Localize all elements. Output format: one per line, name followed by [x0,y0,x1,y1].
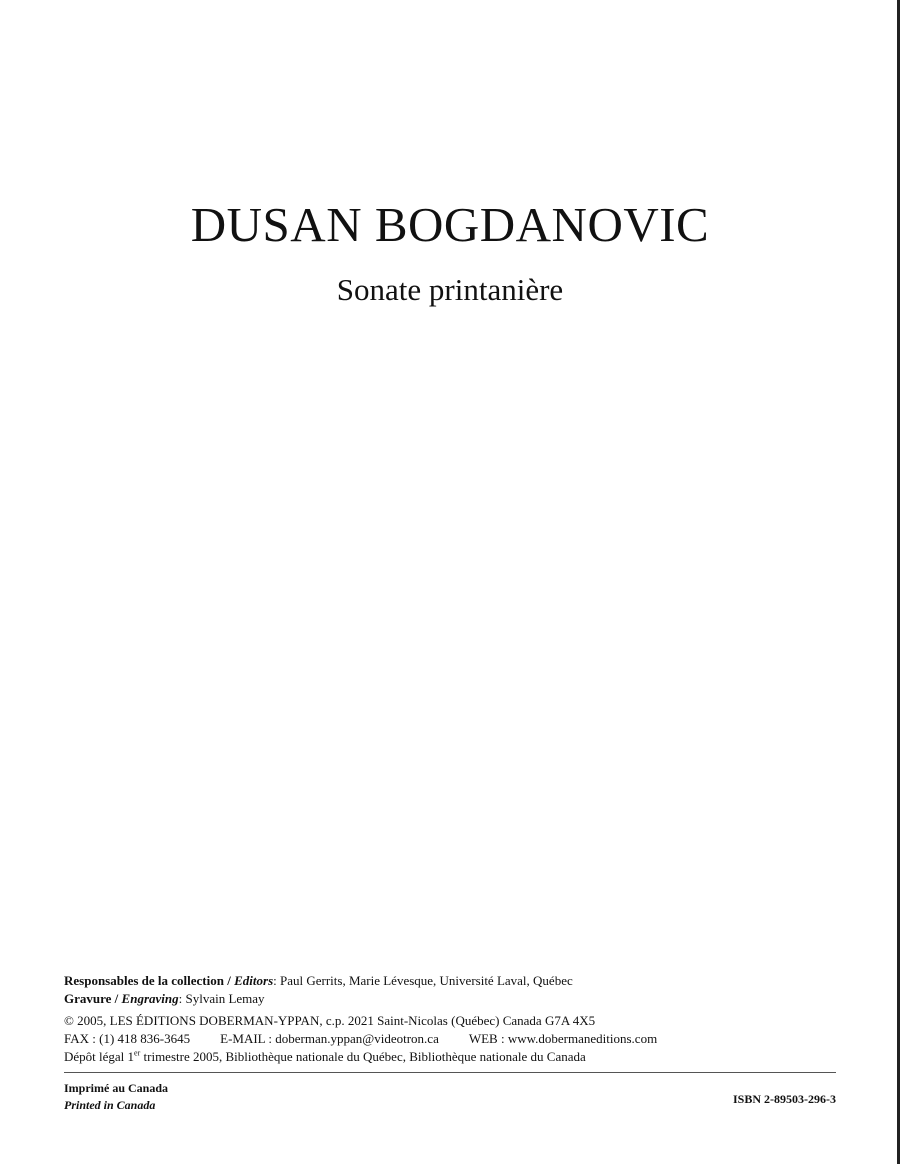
engraving-label-en: Engraving [121,991,179,1006]
depot-text-a: Dépôt légal 1 [64,1049,135,1064]
contact-line [64,1030,844,1048]
composer-name: DUSAN BOGDANOVIC [190,197,710,252]
credits-block [64,972,844,1066]
work-title: Sonate printanière [336,272,564,307]
footer-divider [64,1072,836,1073]
editors-names: : Paul Gerrits, Marie Lévesque, Université Laval, Québec [273,973,573,988]
engraving-label-fr: Gravure [64,991,112,1006]
printed-in [64,1080,168,1114]
web: WEB : www.dobermaneditions.com [468,1031,658,1046]
editors-line: Responsables de la collection / Editors: Paul Gerrits, Marie Lévesque, Université Laval, Québec [64,973,573,988]
editors-label-en: Editors [234,973,274,988]
editors-label-fr: Responsables de la collection [64,973,224,988]
engraving-name: : Sylvain Lemay [178,991,265,1006]
printed-fr: Imprimé au Canada [64,1081,169,1095]
printed-en: Printed in Canada [64,1098,156,1112]
isbn: ISBN 2-89503-296-3 [732,1092,836,1106]
legal-deposit-line [64,1048,844,1066]
depot-superscript: er [134,1048,141,1058]
copyright-line: © 2005, LES ÉDITIONS DOBERMAN-YPPAN, c.p. 2021 Saint-Nicolas (Québec) Canada G7A 4X5 [64,1013,596,1028]
engraving-line: Gravure / Engraving: Sylvain Lemay [64,991,265,1006]
email: E-MAIL : doberman.yppan@videotron.ca [220,1031,439,1046]
fax: FAX : (1) 418 836-3645 [64,1031,191,1046]
depot-text-b: trimestre 2005, Bibliothèque nationale du Québec, Bibliothèque nationale du Canada [140,1049,586,1064]
